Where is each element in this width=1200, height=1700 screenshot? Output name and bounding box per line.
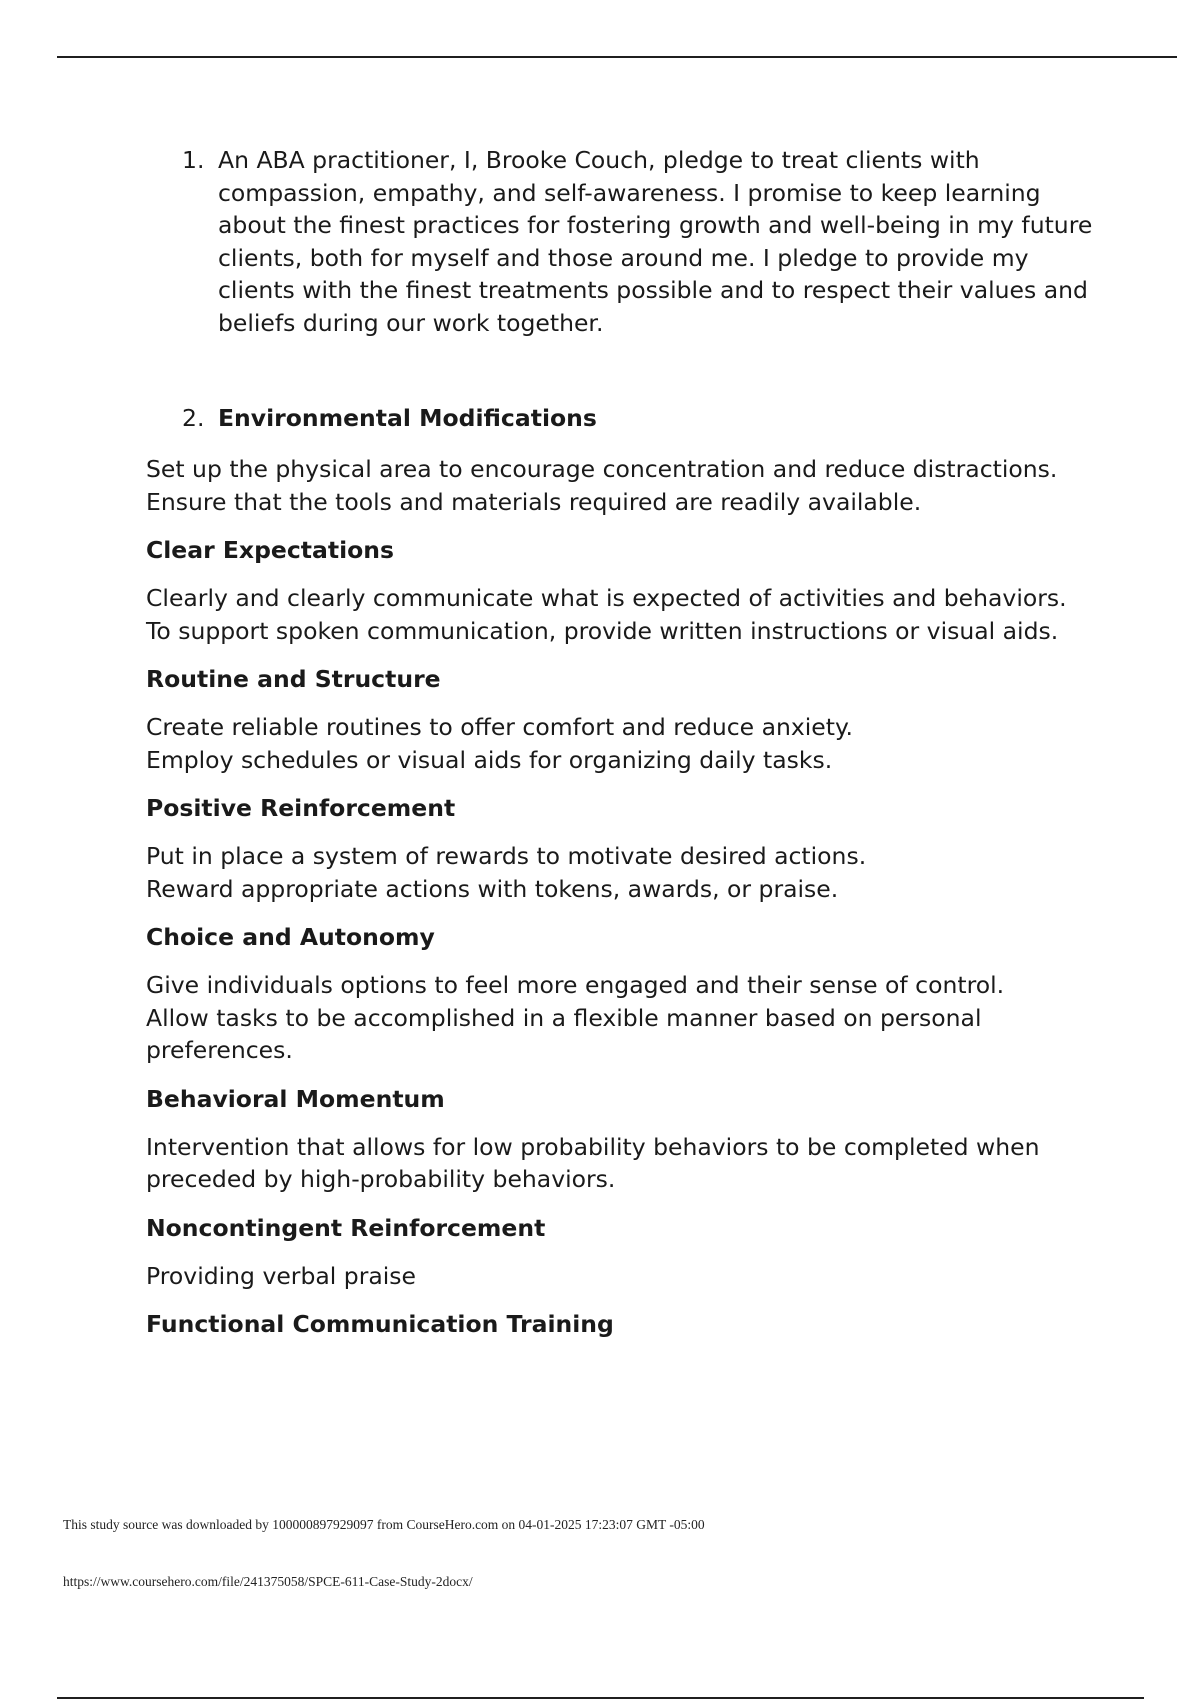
subsection-body [146,969,1106,1067]
subsection-heading: Choice and Autonomy [146,923,435,951]
subsection-heading: Positive Reinforcement [146,794,456,822]
paragraph-line: Set up the physical area to encourage concentration and reduce distractions. [146,455,1058,483]
source-url[interactable]: https://www.coursehero.com/file/241375058/SPCE-611-Case-Study-2docx/ [63,1574,473,1589]
paragraph-line: Providing verbal praise [146,1261,416,1290]
paragraph-line: Employ schedules or visual aids for organizing daily tasks. [146,745,833,774]
paragraph-line: Put in place a system of rewards to motivate desired actions. [146,842,867,870]
section-heading: Environmental Modifications [218,404,597,432]
pledge-list-item [182,144,1112,339]
subsection-heading: Noncontingent Reinforcement [146,1213,546,1242]
paragraph-line: Create reliable routines to offer comfort and reduce anxiety. [146,713,853,741]
paragraph-line: To support spoken communication, provide written instructions or visual aids. [146,616,1059,645]
bottom-rule [57,1697,1144,1699]
top-rule [57,56,1177,58]
subsection-heading: Clear Expectations [146,536,395,564]
paragraph-line: Allow tasks to be accomplished in a flexible manner based on personal preferences. [146,1003,982,1064]
subsection-body [146,1131,1106,1196]
subsection-body [146,1260,1106,1293]
subsection-heading: Routine and Structure [146,665,441,693]
list-number: 1. [182,146,205,174]
subsection-body [146,711,1106,776]
subsection-heading: Functional Communication Training [146,1310,614,1338]
download-source-note: This study source was downloaded by 100000897929097 from CourseHero.com on 04-01-2025 17:23:07 GMT -05:00 [63,1517,705,1532]
subsection-body [146,582,1106,647]
document-body [146,453,1106,1356]
paragraph-line: Ensure that the tools and materials required are readily available. [146,487,922,516]
subsection-heading: Behavioral Momentum [146,1084,445,1113]
section-2-list-item [182,402,1112,435]
subsection-body [146,840,1106,905]
list-number: 2. [182,404,205,432]
paragraph-line: Clearly and clearly communicate what is expected of activities and behaviors. [146,584,1067,612]
paragraph-line: Reward appropriate actions with tokens, awards, or praise. [146,874,839,903]
paragraph-line: Intervention that allows for low probability behaviors to be completed when preceded by high-probability behaviors. [146,1132,1040,1193]
pledge-text: An ABA practitioner, I, Brooke Couch, pledge to treat clients with compassion, empathy, and self-awareness. I promise to keep learning about the finest practices for fostering growth and well-being in my future clients, both for myself and those around me. I pledge to provide my clients with the finest treatments possible and to respect their values and beliefs during our work together. [218,146,1093,337]
section-2-intro [146,453,1106,518]
paragraph-line: Give individuals options to feel more engaged and their sense of control. [146,971,1005,999]
